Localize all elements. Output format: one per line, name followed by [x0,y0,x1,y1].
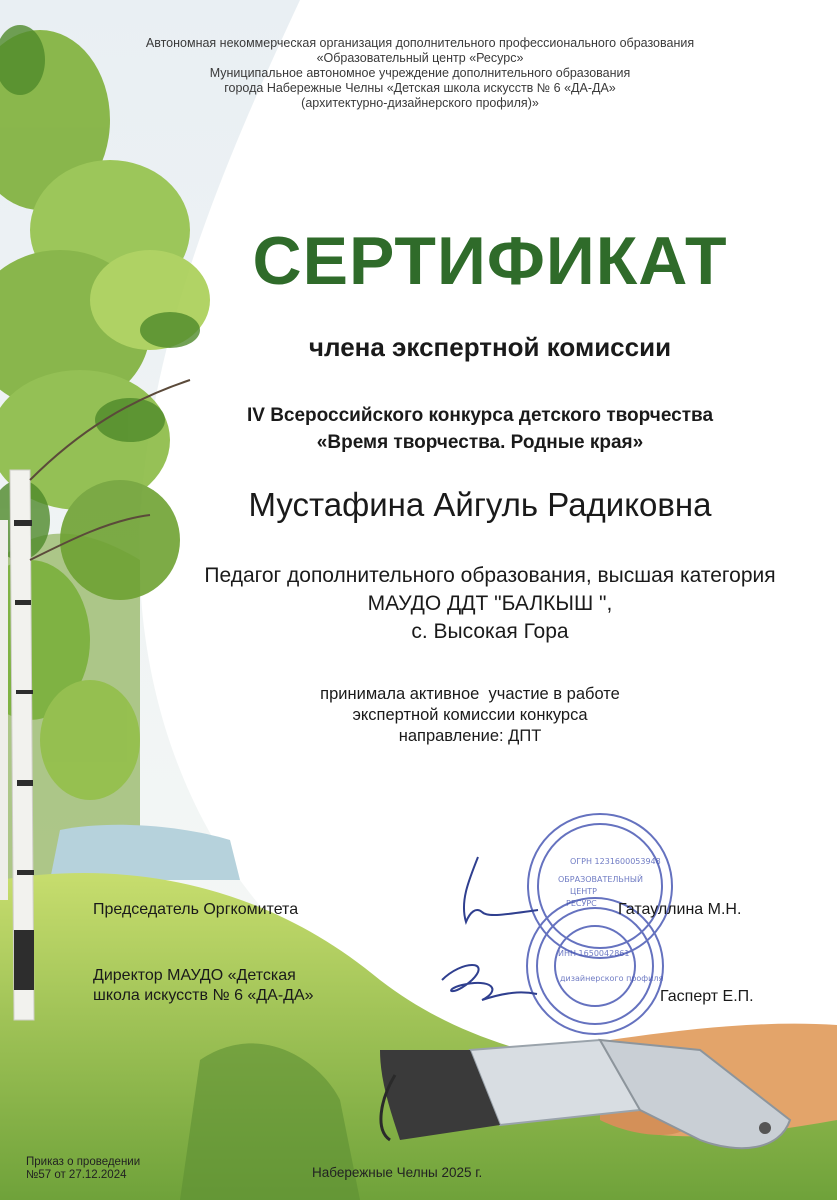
header-line-1: Автономная некоммерческая организация дополнительного профессионального образования [145,36,695,50]
header-line-2: «Образовательный центр «Ресурс» [316,51,524,65]
position-line-2: МАУДО ДДТ "БАЛКЫШ ", [367,592,613,615]
stamp-center-text-3: РЕСУРС [566,899,597,908]
certificate-subtitle: члена экспертной комиссии [308,332,672,362]
header-line-3: Муниципальное автономное учреждение дополнительного образования [209,66,631,80]
stamp-center-text: ОБРАЗОВАТЕЛЬНЫЙ [558,875,643,884]
recipient-name: Мустафина Айгуль Радиковна [248,486,712,523]
contest-line-1: IV Всероссийского конкурса детского творчества [246,405,714,426]
director-title-line-1: Директор МАУДО «Детская [93,967,296,984]
order-line-1: Приказ о проведении [26,1156,141,1168]
order-reference [26,1156,140,1182]
header-line-5: (архитектурно-дизайнерского профиля)» [301,96,539,110]
director-title-line-2: школа искусств № 6 «ДА-ДА» [93,987,314,1004]
position-line-3: с. Высокая Гора [411,620,569,643]
order-line-2: №57 от 27.12.2024 [26,1169,127,1181]
city-year: Набережные Челны 2025 г. [312,1165,483,1180]
chair-name: Гатауллина М.Н. [618,901,742,918]
organization-header [90,36,750,111]
activity-line-1: принимала активное участие в работе [320,685,620,703]
recipient-position [130,562,837,646]
chair-signature [448,852,548,932]
stamp-inn: ИНН 1650042861 [558,949,630,958]
director-signature [432,950,542,1010]
stamp-center-text-2: ЦЕНТР [570,887,597,896]
contest-line-2: «Время творчества. Родные края» [316,432,644,453]
director-title [93,966,314,1006]
activity-line-2: экспертной комиссии конкурса [352,706,588,724]
director-name: Гасперт Е.П. [660,988,754,1005]
contest-name [180,402,780,456]
activity-line-3: направление: ДПТ [398,727,542,745]
stamp-profile: дизайнерского профиля [560,974,664,983]
certificate-title: СЕРТИФИКАТ [252,223,728,299]
position-line-1: Педагог дополнительного образования, высшая категория [204,564,776,587]
header-line-4: города Набережные Челны «Детская школа искусств № 6 «ДА-ДА» [224,81,616,95]
chair-title: Председатель Оргкомитета [93,901,299,918]
activity-description [240,684,700,747]
stamp-ogrn: ОГРН 1231600053948 [570,857,661,866]
